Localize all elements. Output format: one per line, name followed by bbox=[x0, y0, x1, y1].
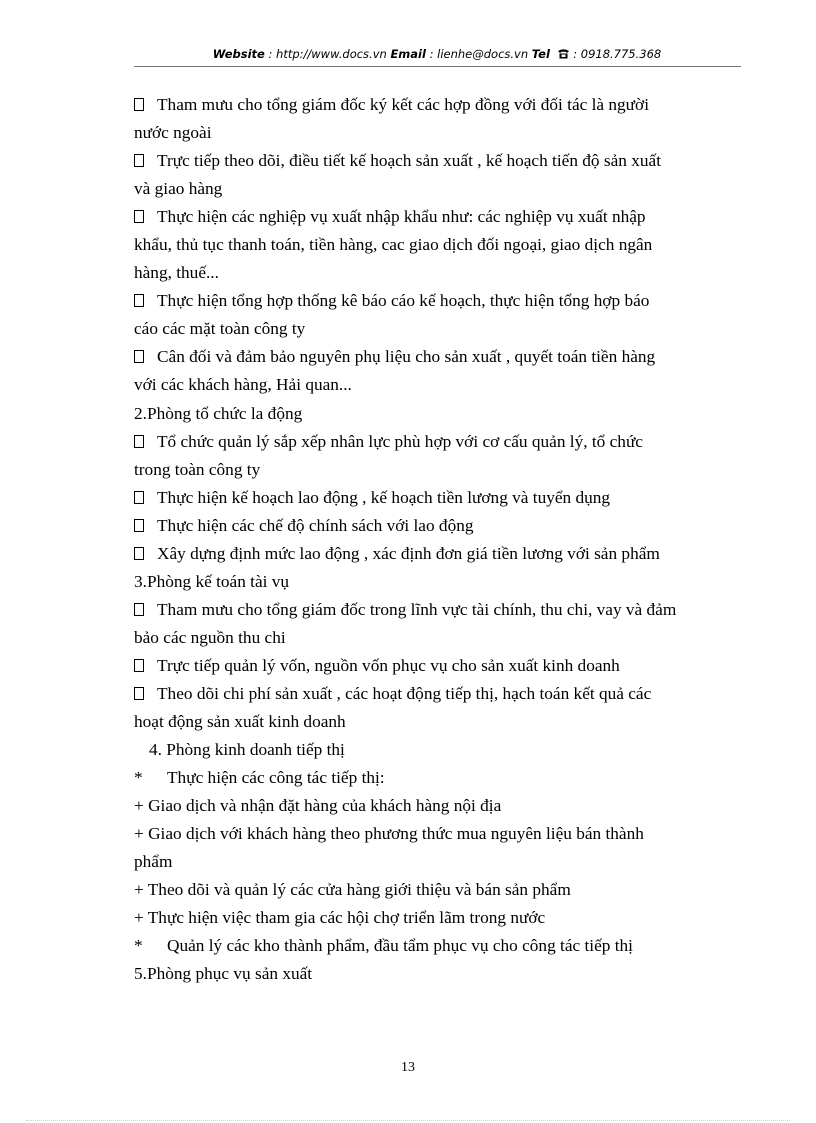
line-text: Trực tiếp theo dõi, điều tiết kế hoạch sản xuất , kế hoạch tiến độ sản xuất bbox=[157, 151, 661, 171]
bullet-item bbox=[134, 343, 744, 371]
line-text: Thực hiện kế hoạch lao động , kế hoạch tiền lương và tuyển dụng bbox=[157, 487, 611, 507]
bullet-box-icon bbox=[134, 603, 144, 616]
bullet-box-icon bbox=[134, 519, 144, 532]
page-bottom-border bbox=[26, 1120, 790, 1121]
line-text: 3.Phòng kế toán tài vụ bbox=[134, 571, 290, 591]
line-text: Thực hiện các chế độ chính sách với lao động bbox=[157, 515, 474, 535]
header-divider bbox=[134, 66, 741, 67]
star-marker: * bbox=[134, 936, 143, 956]
line-text: cáo các mặt toàn công ty bbox=[134, 319, 306, 339]
text-line bbox=[134, 315, 744, 343]
line-text: Tổ chức quản lý sắp xếp nhân lực phù hợp với cơ cấu quản lý, tổ chức bbox=[157, 431, 643, 451]
text-line bbox=[134, 175, 744, 203]
bullet-item bbox=[134, 91, 744, 119]
line-text: 4. Phòng kinh doanh tiếp thị bbox=[149, 740, 345, 760]
line-text: Thực hiện tổng hợp thống kê báo cáo kế hoạch, thực hiện tổng hợp báo bbox=[157, 291, 650, 311]
star-item bbox=[134, 764, 744, 792]
text-line bbox=[134, 400, 744, 428]
bullet-box-icon bbox=[134, 659, 144, 672]
bullet-item bbox=[134, 203, 744, 231]
text-line bbox=[134, 259, 744, 287]
page-header bbox=[137, 47, 737, 61]
text-line bbox=[134, 371, 744, 399]
line-text: hàng, thuế... bbox=[134, 263, 219, 283]
page-number: 13 bbox=[401, 1060, 415, 1075]
bullet-item bbox=[134, 540, 744, 568]
website-value: : http://www.docs.vn bbox=[264, 47, 391, 61]
text-line bbox=[134, 708, 744, 736]
line-text: khẩu, thủ tục thanh toán, tiền hàng, cac giao dịch đối ngoại, giao dịch ngân bbox=[134, 235, 653, 255]
text-line bbox=[134, 568, 744, 596]
bullet-item bbox=[134, 484, 744, 512]
bullet-item bbox=[134, 287, 744, 315]
line-text: 2.Phòng tổ chức la động bbox=[134, 403, 303, 423]
text-line bbox=[134, 231, 744, 259]
text-line bbox=[134, 904, 744, 932]
bullet-box-icon bbox=[134, 687, 144, 700]
bullet-box-icon bbox=[134, 210, 144, 223]
line-text: Xây dựng định mức lao động , xác định đơn giá tiền lương với sản phẩm bbox=[157, 543, 660, 563]
bullet-box-icon bbox=[134, 98, 144, 111]
bullet-item bbox=[134, 147, 744, 175]
line-text: Tham mưu cho tổng giám đốc trong lĩnh vực tài chính, thu chi, vay và đảm bbox=[157, 599, 677, 619]
line-text: 5.Phòng phục vụ sản xuất bbox=[134, 964, 313, 984]
line-text: trong toàn công ty bbox=[134, 459, 261, 479]
text-line bbox=[134, 119, 744, 147]
text-line bbox=[134, 624, 744, 652]
bullet-item bbox=[134, 680, 744, 708]
bullet-box-icon bbox=[134, 547, 144, 560]
bullet-item bbox=[134, 428, 744, 456]
bullet-box-icon bbox=[134, 435, 144, 448]
line-text: + Theo dõi và quản lý các cửa hàng giới thiệu và bán sản phẩm bbox=[134, 880, 571, 900]
bullet-item bbox=[134, 596, 744, 624]
phone-icon bbox=[557, 48, 570, 59]
bullet-item bbox=[134, 652, 744, 680]
line-text: và giao hàng bbox=[134, 179, 223, 199]
tel-label: Tel bbox=[531, 47, 550, 61]
line-text: Tham mưu cho tổng giám đốc ký kết các hợp đồng với đối tác là người bbox=[157, 95, 649, 114]
text-line bbox=[134, 792, 744, 820]
star-marker: * bbox=[134, 768, 143, 788]
text-line bbox=[134, 848, 744, 876]
text-line bbox=[134, 736, 744, 764]
line-text: Thực hiện các nghiệp vụ xuất nhập khẩu như: các nghiệp vụ xuất nhập bbox=[157, 207, 646, 227]
tel-value: : 0918.775.368 bbox=[569, 47, 662, 61]
line-text: + Thực hiện việc tham gia các hội chợ triển lãm trong nước bbox=[134, 908, 546, 928]
line-text: bảo các nguồn thu chi bbox=[134, 627, 286, 647]
line-text: Trực tiếp quản lý vốn, nguồn vốn phục vụ cho sản xuất kinh doanh bbox=[157, 655, 620, 675]
line-text: Quản lý các kho thành phẩm, đầu tẩm phục vụ cho công tác tiếp thị bbox=[167, 936, 633, 956]
bullet-item bbox=[134, 512, 744, 540]
line-text: Theo dõi chi phí sản xuất , các hoạt động tiếp thị, hạch toán kết quả các bbox=[157, 683, 652, 703]
email-label: Email bbox=[390, 47, 426, 61]
line-text: + Giao dịch với khách hàng theo phương thức mua nguyên liệu bán thành bbox=[134, 824, 644, 844]
line-text: + Giao dịch và nhận đặt hàng của khách hàng nội địa bbox=[134, 796, 502, 816]
bullet-box-icon bbox=[134, 491, 144, 504]
email-value: : lienhe@docs.vn bbox=[425, 47, 532, 61]
text-line bbox=[134, 960, 744, 988]
bullet-box-icon bbox=[134, 294, 144, 307]
text-line bbox=[134, 876, 744, 904]
document-body bbox=[134, 91, 744, 989]
bullet-box-icon bbox=[134, 154, 144, 167]
website-label: Website bbox=[212, 47, 265, 61]
line-text: với các khách hàng, Hải quan... bbox=[134, 375, 352, 395]
text-line bbox=[134, 820, 744, 848]
line-text: hoạt động sản xuất kinh doanh bbox=[134, 712, 346, 732]
text-line bbox=[134, 456, 744, 484]
line-text: phẩm bbox=[134, 852, 173, 872]
star-item bbox=[134, 932, 744, 960]
line-text: Cân đối và đảm bảo nguyên phụ liệu cho sản xuất , quyết toán tiền hàng bbox=[157, 347, 656, 367]
bullet-box-icon bbox=[134, 350, 144, 363]
line-text: Thực hiện các công tác tiếp thị: bbox=[167, 768, 385, 788]
line-text: nước ngoài bbox=[134, 123, 212, 143]
